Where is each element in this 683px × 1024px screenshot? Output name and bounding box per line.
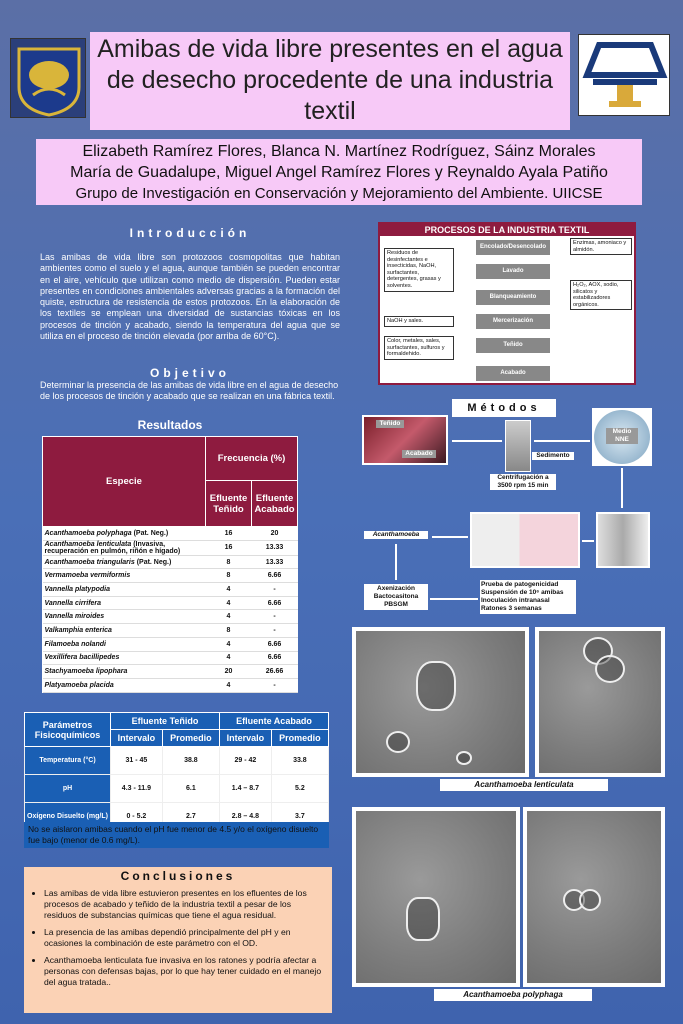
step-tenido: Teñido: [476, 338, 550, 353]
acabado-cell: -: [252, 610, 298, 624]
label-sedimento: Sedimento: [532, 452, 574, 460]
tenido-cell: 8: [206, 555, 252, 569]
especie-cell: [43, 637, 206, 651]
authors-box: [36, 139, 642, 205]
acabado-cell: 13.33: [252, 540, 298, 555]
label-acanthamoeba: Acanthamoeba: [364, 531, 428, 539]
param-t-prom: 6.1: [162, 775, 219, 803]
param-label: Oxígeno Disuelto (mg/L): [25, 803, 111, 831]
tenido-cell: 4: [206, 610, 252, 624]
note-naoh: NaOH y sales.: [384, 316, 454, 327]
conclusiones-box: [24, 867, 332, 1013]
table-row: [43, 569, 298, 583]
param-t-int: 4.3 - 11.9: [111, 775, 163, 803]
col-promedio-t: Promedio: [162, 730, 219, 747]
table-row: [43, 624, 298, 638]
tenido-cell: 4: [206, 637, 252, 651]
procesos-diagram: [378, 222, 636, 385]
label-medio: Medio NNE: [606, 428, 638, 444]
param-row: [25, 775, 329, 803]
poster-title: Amibas de vida libre presentes en el agua de desecho procedente de una industria textil: [90, 32, 570, 130]
caption-lenticulata: Acanthamoeba lenticulata: [440, 779, 608, 791]
patogenicidad-line-2: Suspensión de 10⁶ amibas: [481, 589, 564, 596]
especie-extra: (Invasiva, recuperación en pulmón, riñón e hígado): [44, 540, 181, 555]
objetivo-heading: Objetivo: [149, 366, 230, 380]
step-lavado: Lavado: [476, 264, 550, 279]
authors-line-2: María de Guadalupe, Miguel Angel Ramírez Flores y Reynaldo Ayala Patiño: [70, 164, 608, 181]
table-row: [43, 665, 298, 679]
param-t-prom: 2.7: [162, 803, 219, 831]
note-color: Color, metales, sales, surfactantes, sulfuros y formaldehido.: [384, 336, 454, 360]
especie-name: Filamoeba nolandi: [44, 640, 106, 648]
table-row: [43, 637, 298, 651]
arrow-2: [534, 440, 590, 442]
param-label: pH: [25, 775, 111, 803]
introduccion-heading: Introducción: [129, 226, 251, 240]
acabado-cell: 6.66: [252, 569, 298, 583]
acabado-cell: -: [252, 624, 298, 638]
especie-name: Acanthamoeba polyphaga: [44, 529, 132, 537]
especie-name: Valkamphia enterica: [44, 626, 112, 634]
especie-name: Vexillifera bacillipedes: [44, 654, 120, 662]
patogenicidad-line-1: Prueba de patogenicidad: [481, 581, 559, 588]
arrow-7: [430, 598, 478, 600]
table-row: [43, 651, 298, 665]
micrograph-polyphaga-1: [352, 807, 520, 987]
table-row: [43, 583, 298, 597]
arrow-5: [432, 536, 468, 538]
param-t-int: 0 - 5.2: [111, 803, 163, 831]
note-h2o2: H₂O₂, AOX, sodio, silicatos y estabilizadores orgánicos.: [570, 280, 632, 310]
acabado-cell: 26.66: [252, 665, 298, 679]
acabado-cell: 6.66: [252, 596, 298, 610]
micrograph-lenticulata-2: [535, 627, 665, 777]
col-efluente-tenido: Efluente Teñido: [206, 481, 252, 527]
table-row: [43, 540, 298, 555]
tube-photo: [505, 420, 531, 472]
acabado-cell: -: [252, 583, 298, 597]
acabado-cell: 13.33: [252, 555, 298, 569]
tenido-cell: 16: [206, 540, 252, 555]
especie-cell: [43, 583, 206, 597]
incubator-photo: [596, 512, 650, 568]
tenido-cell: 16: [206, 527, 252, 541]
procesos-heading: PROCESOS DE LA INDUSTRIA TEXTIL: [380, 224, 634, 236]
arrow-3: [621, 468, 623, 508]
col-efluente-acabado: Efluente Acabado: [252, 481, 298, 527]
especie-cell: [43, 624, 206, 638]
param-a-int: 29 - 42: [219, 747, 271, 775]
especie-cell: [43, 569, 206, 583]
label-axenizacion: Axenización Bactocasitona PBSGM: [364, 584, 428, 610]
acabado-cell: 6.66: [252, 651, 298, 665]
microscope-photo: [470, 512, 580, 568]
conclusiones-heading: Conclusiones: [120, 869, 236, 883]
especie-extra: (Pat. Neg.): [131, 529, 169, 537]
especie-cell: [43, 665, 206, 679]
col-intervalo-a: Intervalo: [219, 730, 271, 747]
tenido-cell: 8: [206, 624, 252, 638]
note-residuos: Residuos de desinfectantes e insecticidas, NaOH, surfactantes, detergentes, grasas y solventes.: [384, 248, 454, 292]
especie-name: Stachyamoeba lipophara: [44, 668, 128, 676]
table-row: [43, 527, 298, 541]
step-mercerizacion: Mercerización: [476, 314, 550, 329]
acabado-cell: -: [252, 678, 298, 692]
micrograph-polyphaga-2: [523, 807, 665, 987]
especie-cell: [43, 596, 206, 610]
especie-cell: [43, 651, 206, 665]
especie-name: Platyamoeba placida: [44, 681, 114, 689]
especie-cell: [43, 610, 206, 624]
step-encolado: Encolado/Desencolado: [476, 240, 550, 255]
especie-cell: [43, 527, 206, 541]
param-t-int: 31 - 45: [111, 747, 163, 775]
acabado-cell: 20: [252, 527, 298, 541]
especie-extra: (Pat. Neg.): [134, 558, 172, 566]
step-acabado: Acabado: [476, 366, 550, 381]
table-row: [43, 678, 298, 692]
step-blanqueamiento: Blanqueamiento: [476, 290, 550, 305]
micrograph-lenticulata-1: [352, 627, 529, 777]
arrow-1: [452, 440, 502, 442]
especie-name: Vannella miroides: [44, 613, 105, 621]
tenido-cell: 4: [206, 651, 252, 665]
acabado-cell: 6.66: [252, 637, 298, 651]
col-promedio-a: Promedio: [271, 730, 328, 747]
tenido-cell: 4: [206, 596, 252, 610]
introduccion-text: Las amibas de vida libre son protozoos cosmopolitas que habitan ambientes como el suelo y el agua, aunque también se pueden encontrar en el aire, vehículo que utilizan como medio de dispersión. Pueden estar presentes en condiciones ambientales adversas gracias a la formación del quiste, estructura de resistencia de estos protozoos. En la elaboración de los textiles se emplean una diversidad de sustancias tóxicas en los procesos de tinción y acabado, siendo la temperatura del agua que se utiliza en el proceso de tinción elevada (por arriba de 60°C).: [40, 252, 340, 342]
param-a-int: 1.4 – 8.7: [219, 775, 271, 803]
authors-line-1: Elizabeth Ramírez Flores, Blanca N. Martínez Rodríguez, Sáinz Morales: [82, 143, 596, 160]
param-a-prom: 3.7: [271, 803, 328, 831]
col-especie: Especie: [43, 437, 206, 527]
col-p-acabado: Efluente Acabado: [219, 713, 328, 730]
param-t-prom: 38.8: [162, 747, 219, 775]
tenido-cell: 8: [206, 569, 252, 583]
label-centrifugacion: Centrifugación a 3500 rpm 15 min: [490, 474, 556, 490]
institution-logo: [578, 34, 670, 116]
especie-cell: [43, 540, 206, 555]
table-row: [43, 610, 298, 624]
col-frecuencia: Frecuencia (%): [206, 437, 298, 481]
resultados-heading: Resultados: [137, 418, 203, 432]
patogenicidad-line-3: Inoculación intranasal: [481, 597, 550, 604]
param-row: [25, 747, 329, 775]
parametros-note: No se aislaron amibas cuando el pH fue menor de 4.5 y/o el oxígeno disuelto fue bajo (menor de 0.6 mg/L).: [24, 822, 329, 848]
param-a-prom: 33.8: [271, 747, 328, 775]
especie-name: Acanthamoeba triangularis: [44, 558, 135, 566]
col-parametros: Parámetros Fisicoquímicos: [25, 713, 111, 747]
arrow-6: [395, 544, 397, 580]
note-enzimas: Enzimas, amoniaco y almidón.: [570, 238, 632, 255]
param-a-prom: 5.2: [271, 775, 328, 803]
parametros-table: [24, 712, 329, 831]
conclusion-item-2: • La presencia de las amibas dependió principalmente del pH y en ocasiones la combinación de este parámetro con el OD.: [44, 927, 324, 949]
tenido-cell: 4: [206, 583, 252, 597]
col-p-tenido: Efluente Teñido: [111, 713, 220, 730]
metodos-heading: Métodos: [452, 399, 556, 417]
conclusion-item-3: • Acanthamoeba lenticulata fue invasiva en los ratones y podría afectar a personas con defensas bajas, por lo que hay tener cuidado en el manejo del agua tratada..: [44, 955, 324, 988]
especie-cell: [43, 678, 206, 692]
arrow-4: [582, 540, 594, 542]
especie-name: Vannella platypodia: [44, 585, 110, 593]
patogenicidad-box: [480, 580, 576, 614]
conclusion-item-1: • Las amibas de vida libre estuvieron presentes en los efluentes de los procesos de acabado y teñido de la industria textil a pesar de los residuos de substancias químicas que tiene el agua residual.: [44, 888, 324, 921]
especie-name: Vermamoeba vermiformis: [44, 572, 131, 580]
tenido-cell: 20: [206, 665, 252, 679]
especie-name: Acanthamoeba lenticulata: [44, 540, 132, 548]
objetivo-text: Determinar la presencia de las amibas de vida libre en el agua de desecho de los procesos de tinción y acabado que se realizan en una fábrica textil.: [40, 380, 339, 402]
label-tenido: Teñido: [376, 420, 404, 428]
col-intervalo-t: Intervalo: [111, 730, 163, 747]
param-label: Temperatura (°C): [25, 747, 111, 775]
resultados-table: [42, 436, 298, 693]
tenido-cell: 4: [206, 678, 252, 692]
caption-polyphaga: Acanthamoeba polyphaga: [434, 989, 592, 1001]
param-a-int: 2.8 – 4.8: [219, 803, 271, 831]
especie-cell: [43, 555, 206, 569]
label-acabado: Acabado: [402, 450, 436, 458]
table-row: [43, 555, 298, 569]
research-group: Grupo de Investigación en Conservación y Mejoramiento del Ambiente. UIICSE: [75, 185, 603, 202]
table-row: [43, 596, 298, 610]
especie-name: Vannella cirrifera: [44, 599, 102, 607]
patogenicidad-line-4: Ratones 3 semanas: [481, 605, 542, 612]
unam-logo: [10, 38, 86, 118]
